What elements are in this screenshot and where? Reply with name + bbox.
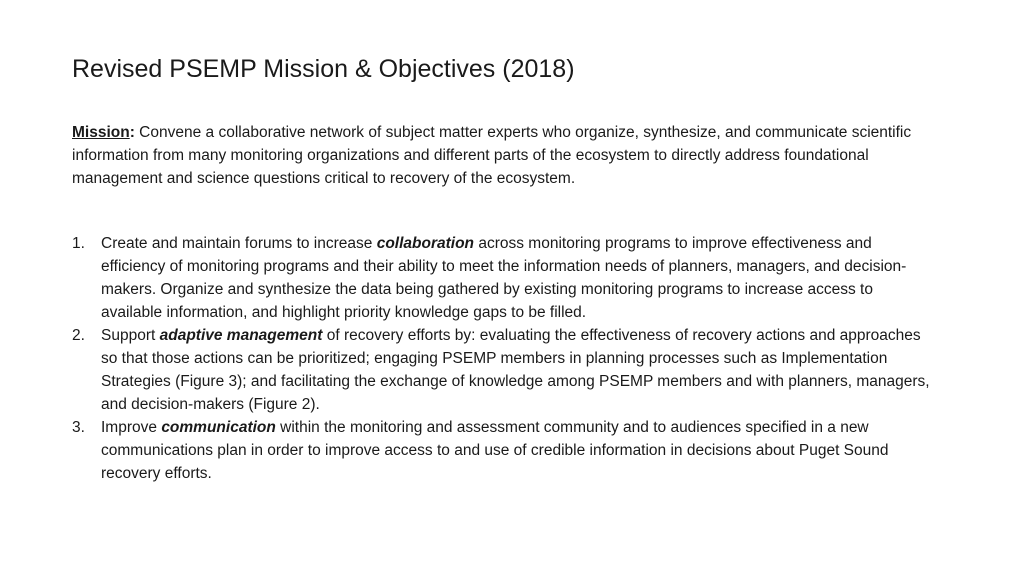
mission-text: Convene a collaborative network of subject matter experts who organize, synthesize, and communicate scientific information from many monitoring organizations and different parts of the ecosystem to directly address foundational management and science questions critical to recovery of the ecosystem. <box>72 124 912 187</box>
slide-title: Revised PSEMP Mission & Objectives (2018) <box>72 55 575 83</box>
objective-text-after: across monitoring programs to improve effectiveness and efficiency of monitoring programs and their ability to meet the information needs of planners, managers, and decision-makers. Organize and synthesize the data being gathered by existing monitoring programs to increase access to available information, and highlight priority knowledge gaps to be filled. <box>101 235 907 321</box>
objective-emphasis: collaboration <box>376 235 475 252</box>
mission-label: Mission <box>72 124 130 141</box>
objective-text-after: within the monitoring and assessment community and to audiences specified in a new communications plan in order to improve access to and use of credible information in decisions about Puget Sound recovery efforts. <box>101 419 889 482</box>
objectives-list <box>72 232 934 485</box>
objective-number: 1. <box>72 235 85 252</box>
objective-item <box>72 232 934 324</box>
objective-item <box>72 324 934 416</box>
mission-colon: : <box>129 124 135 141</box>
objective-number: 2. <box>72 327 85 344</box>
objective-emphasis: adaptive management <box>159 327 323 344</box>
objective-number: 3. <box>72 419 85 436</box>
objective-text-before: Support <box>101 327 160 344</box>
objective-text-before: Create and maintain forums to increase <box>101 235 377 252</box>
objective-emphasis: communication <box>161 419 276 436</box>
objective-text-before: Improve <box>101 419 162 436</box>
objective-text-after: of recovery efforts by: evaluating the effectiveness of recovery actions and approaches so that those actions can be prioritized; engaging PSEMP members in planning processes such as Implementation Strategies (Figure 3); and facilitating the exchange of knowledge among PSEMP members and with planners, managers, and decision-makers (Figure 2). <box>101 327 930 413</box>
objective-item <box>72 416 934 485</box>
mission-paragraph <box>72 121 932 190</box>
